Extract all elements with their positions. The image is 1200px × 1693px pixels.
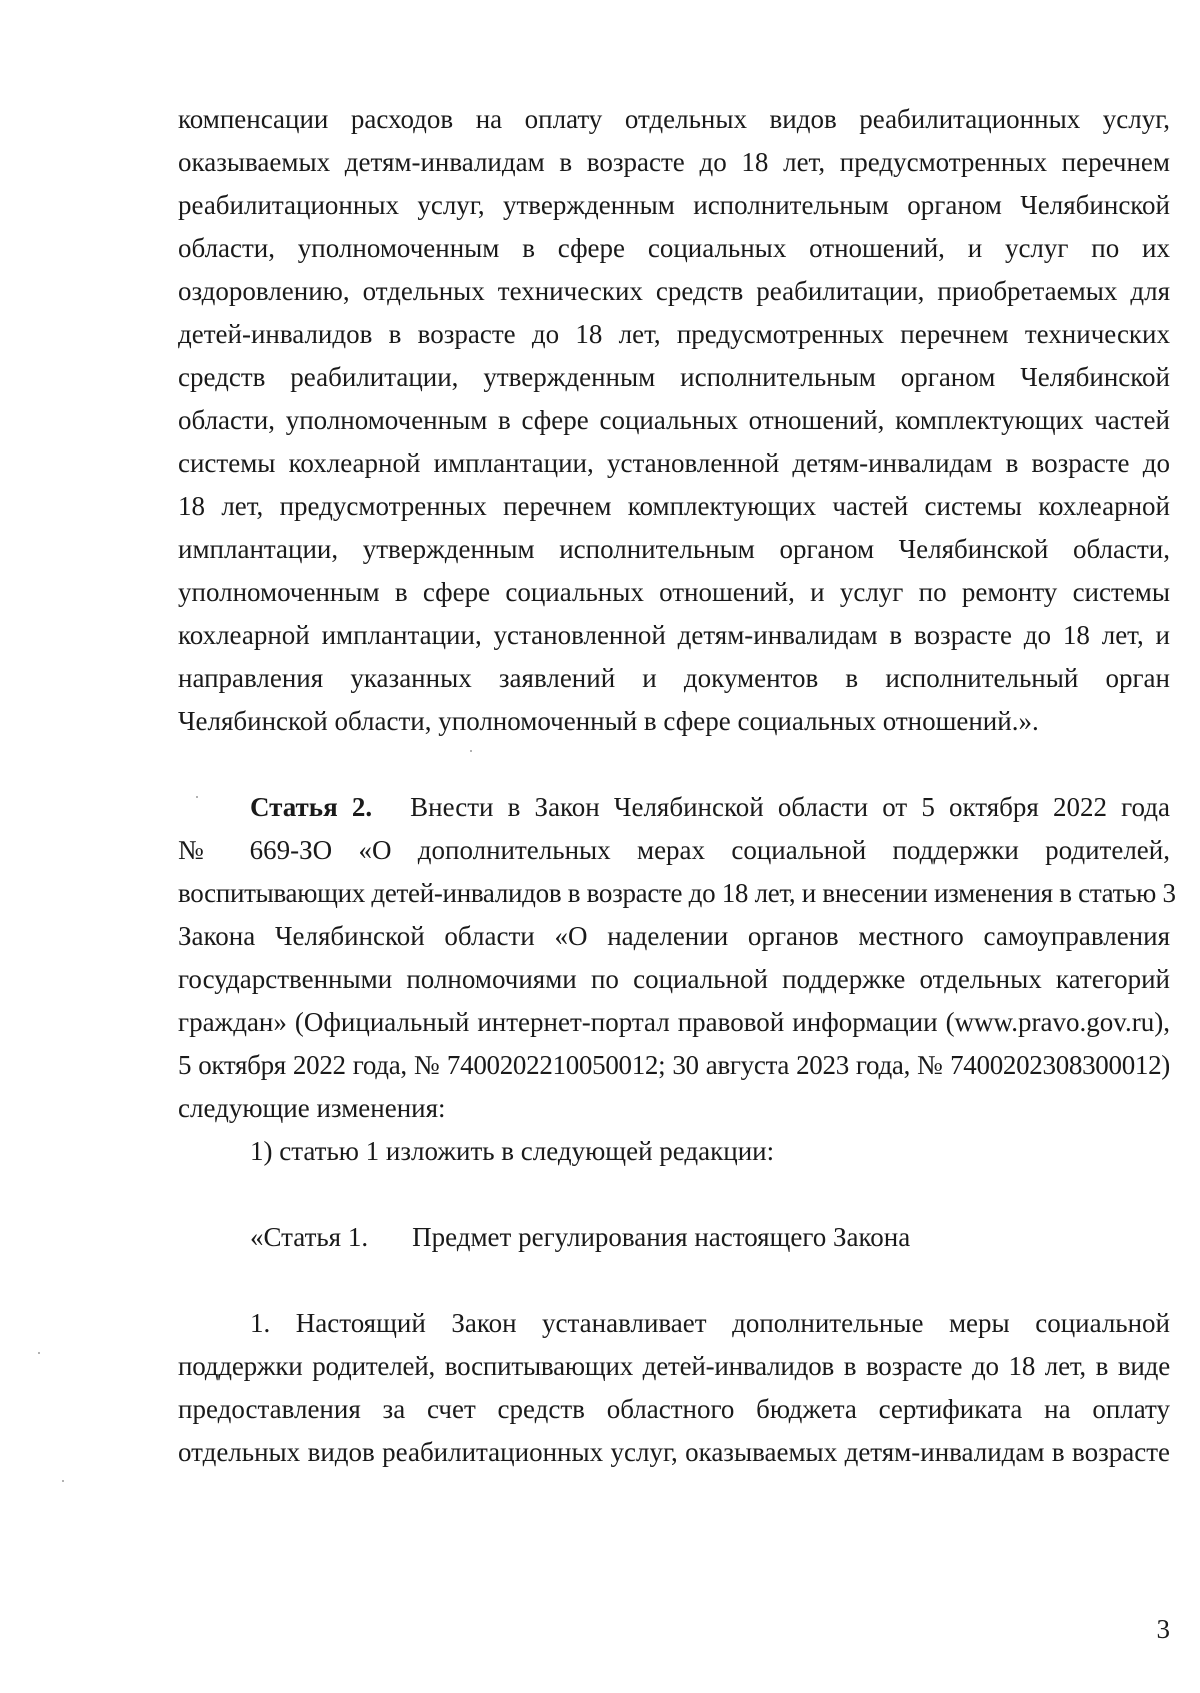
article-2-line: граждан» (Официальный интернет-портал правовой информации (www.pravo.gov.ru), — [178, 1007, 1170, 1037]
body-line: детей-инвалидов в возрасте до 18 лет, предусмотренных перечнем технических — [178, 319, 1170, 349]
body-line: реабилитационных услуг, утвержденным исполнительным органом Челябинской — [178, 190, 1170, 220]
body-line: имплантации, утвержденным исполнительным органом Челябинской области, — [178, 534, 1170, 564]
para-1-line: отдельных видов реабилитационных услуг, оказываемых детям-инвалидам в возрасте — [178, 1437, 1170, 1467]
body-line: 18 лет, предусмотренных перечнем комплектующих частей системы кохлеарной — [178, 491, 1170, 521]
article-2-line: Закона Челябинской области «О наделении органов местного самоуправления — [178, 921, 1170, 951]
body-line: компенсации расходов на оплату отдельных видов реабилитационных услуг, — [178, 104, 1170, 134]
scan-speck — [62, 1480, 64, 1482]
body-line: области, уполномоченным в сфере социальных отношений, комплектующих частей — [178, 405, 1170, 435]
article-1-heading — [250, 1220, 910, 1254]
article-2-line: государственными полномочиями по социальной поддержке отдельных категорий — [178, 964, 1170, 994]
body-line: оздоровлению, отдельных технических средств реабилитации, приобретаемых для — [178, 276, 1170, 306]
scan-speck — [470, 750, 472, 752]
article-1-number: «Статья 1. — [250, 1222, 369, 1252]
para-1-line: 1. Настоящий Закон устанавливает дополнительные меры социальной — [250, 1308, 1170, 1338]
article-2-line: следующие изменения: — [178, 1093, 446, 1123]
scan-speck — [38, 1352, 40, 1354]
article-2-label: Статья 2. — [250, 792, 373, 822]
article-2-line: воспитывающих детей-инвалидов в возрасте до 18 лет, и внесении изменения в статью 3 — [178, 878, 1176, 908]
body-line: области, уполномоченным в сфере социальных отношений, и услуг по их — [178, 233, 1170, 263]
body-line: уполномоченным в сфере социальных отношений, и услуг по ремонту системы — [178, 577, 1170, 607]
body-line: средств реабилитации, утвержденным исполнительным органом Челябинской — [178, 362, 1170, 392]
article-2-line: № 669-ЗО «О дополнительных мерах социальной поддержки родителей, — [178, 835, 1170, 865]
article-1-title: Предмет регулирования настоящего Закона — [412, 1222, 911, 1252]
para-1-line: предоставления за счет средств областного бюджета сертификата на оплату — [178, 1394, 1170, 1424]
article-2-item-1: 1) статью 1 изложить в следующей редакции: — [250, 1136, 775, 1166]
article-2-line: 5 октября 2022 года, № 7400202210050012; 30 августа 2023 года, № 7400202308300012) — [178, 1050, 1170, 1080]
body-line: Челябинской области, уполномоченный в сфере социальных отношений.». — [178, 706, 1039, 736]
body-line: кохлеарной имплантации, установленной детям-инвалидам в возрасте до 18 лет, и — [178, 620, 1170, 650]
body-line: направления указанных заявлений и документов в исполнительный орган — [178, 663, 1170, 693]
article-2-first-text: Внести в Закон Челябинской области от 5 октября 2022 года — [410, 792, 1170, 822]
scan-speck — [196, 796, 198, 798]
article-2-first-line — [250, 790, 1170, 824]
para-1-line: поддержки родителей, воспитывающих детей-инвалидов в возрасте до 18 лет, в виде — [178, 1351, 1170, 1381]
body-line: оказываемых детям-инвалидам в возрасте до 18 лет, предусмотренных перечнем — [178, 147, 1170, 177]
body-line: системы кохлеарной имплантации, установленной детям-инвалидам в возрасте до — [178, 448, 1170, 478]
page-number: 3 — [1156, 1614, 1170, 1644]
